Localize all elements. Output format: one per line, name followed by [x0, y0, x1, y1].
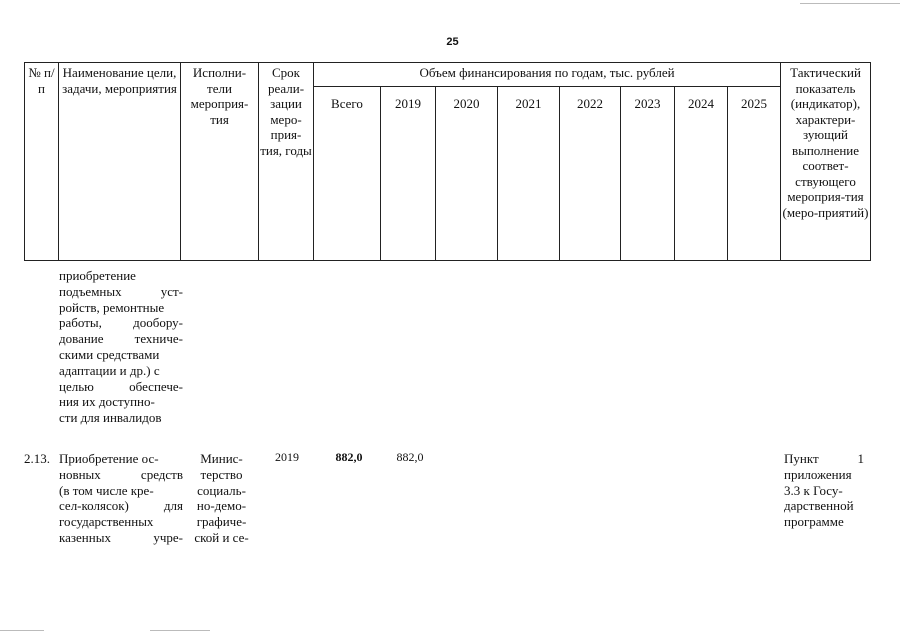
continuation-text [59, 268, 183, 426]
continuation-line: приобретение [59, 268, 136, 283]
row-name-line: сел-колясок) для [59, 498, 183, 514]
row-indicator-line: приложения [784, 466, 852, 482]
header-year: 2024 [675, 87, 728, 261]
row-executor-line: но-демо- [196, 498, 247, 514]
header-num: № п/п [25, 63, 59, 261]
header-term: Срок реали-зации меро-прия-тия, годы [259, 63, 314, 261]
header-year: 2022 [560, 87, 621, 261]
row-number: 2.13. [24, 451, 50, 466]
row-indicator-line: Пункт 1 [784, 451, 864, 466]
header-executor: Исполни-тели мероприя-тия [181, 63, 259, 261]
row-executor [185, 451, 258, 546]
row-total: 882,0 [335, 450, 363, 464]
header-total: Всего [314, 87, 381, 261]
header-year: 2021 [498, 87, 560, 261]
row-indicator [784, 451, 864, 530]
continuation-line: целью обеспече- [59, 378, 183, 394]
header-funding: Объем финансирования по годам, тыс. рублей [314, 63, 781, 87]
continuation-line: подъемных уст- [59, 283, 183, 299]
header-year: 2020 [436, 87, 498, 261]
row-2019: 882,0 [396, 450, 424, 464]
header-year: 2025 [728, 87, 781, 261]
continuation-line: работы, дообору- [59, 315, 183, 331]
table-header [24, 62, 871, 261]
row-executor-line: терство [200, 466, 243, 482]
row-name-line: новных средств [59, 466, 183, 482]
header-year: 2023 [621, 87, 675, 261]
row-name-line: казенных учре- [59, 529, 183, 545]
row-indicator-line: программе [784, 514, 844, 530]
row-name-line: Приобретение ос- [59, 451, 159, 466]
row-executor-line: ской и се- [194, 529, 249, 545]
page-number: 25 [446, 36, 459, 48]
row-term: 2019 [275, 450, 299, 464]
row-executor-line: Минис- [200, 451, 243, 466]
continuation-line: дование техниче- [59, 331, 183, 347]
header-name: Наименование цели, задачи, мероприятия [59, 63, 181, 261]
continuation-line: сти для инвалидов [59, 410, 162, 426]
header-indicator: Тактический показатель (индикатор), характери-зующий выполнение соответ-ствующего мероприя-тия (меро-приятий) [781, 63, 871, 261]
continuation-line: ния их доступно- [59, 394, 155, 410]
row-executor-line: графиче- [196, 514, 247, 530]
header-year: 2019 [381, 87, 436, 261]
row-indicator-line: дарственной [784, 498, 854, 514]
row-name-line: (в том числе кре- [59, 482, 154, 498]
scan-edge [0, 630, 44, 631]
row-indicator-line: 3.3 к Госу- [784, 482, 843, 498]
row-name [59, 451, 183, 546]
continuation-line: адаптации и др.) с [59, 362, 160, 378]
scan-edge [800, 3, 900, 4]
row-name-line: государственных [59, 514, 154, 530]
scan-edge [150, 630, 210, 631]
continuation-line: скими средствами [59, 346, 160, 362]
continuation-line: ройств, ремонтные [59, 299, 165, 315]
row-executor-line: социаль- [197, 482, 246, 498]
